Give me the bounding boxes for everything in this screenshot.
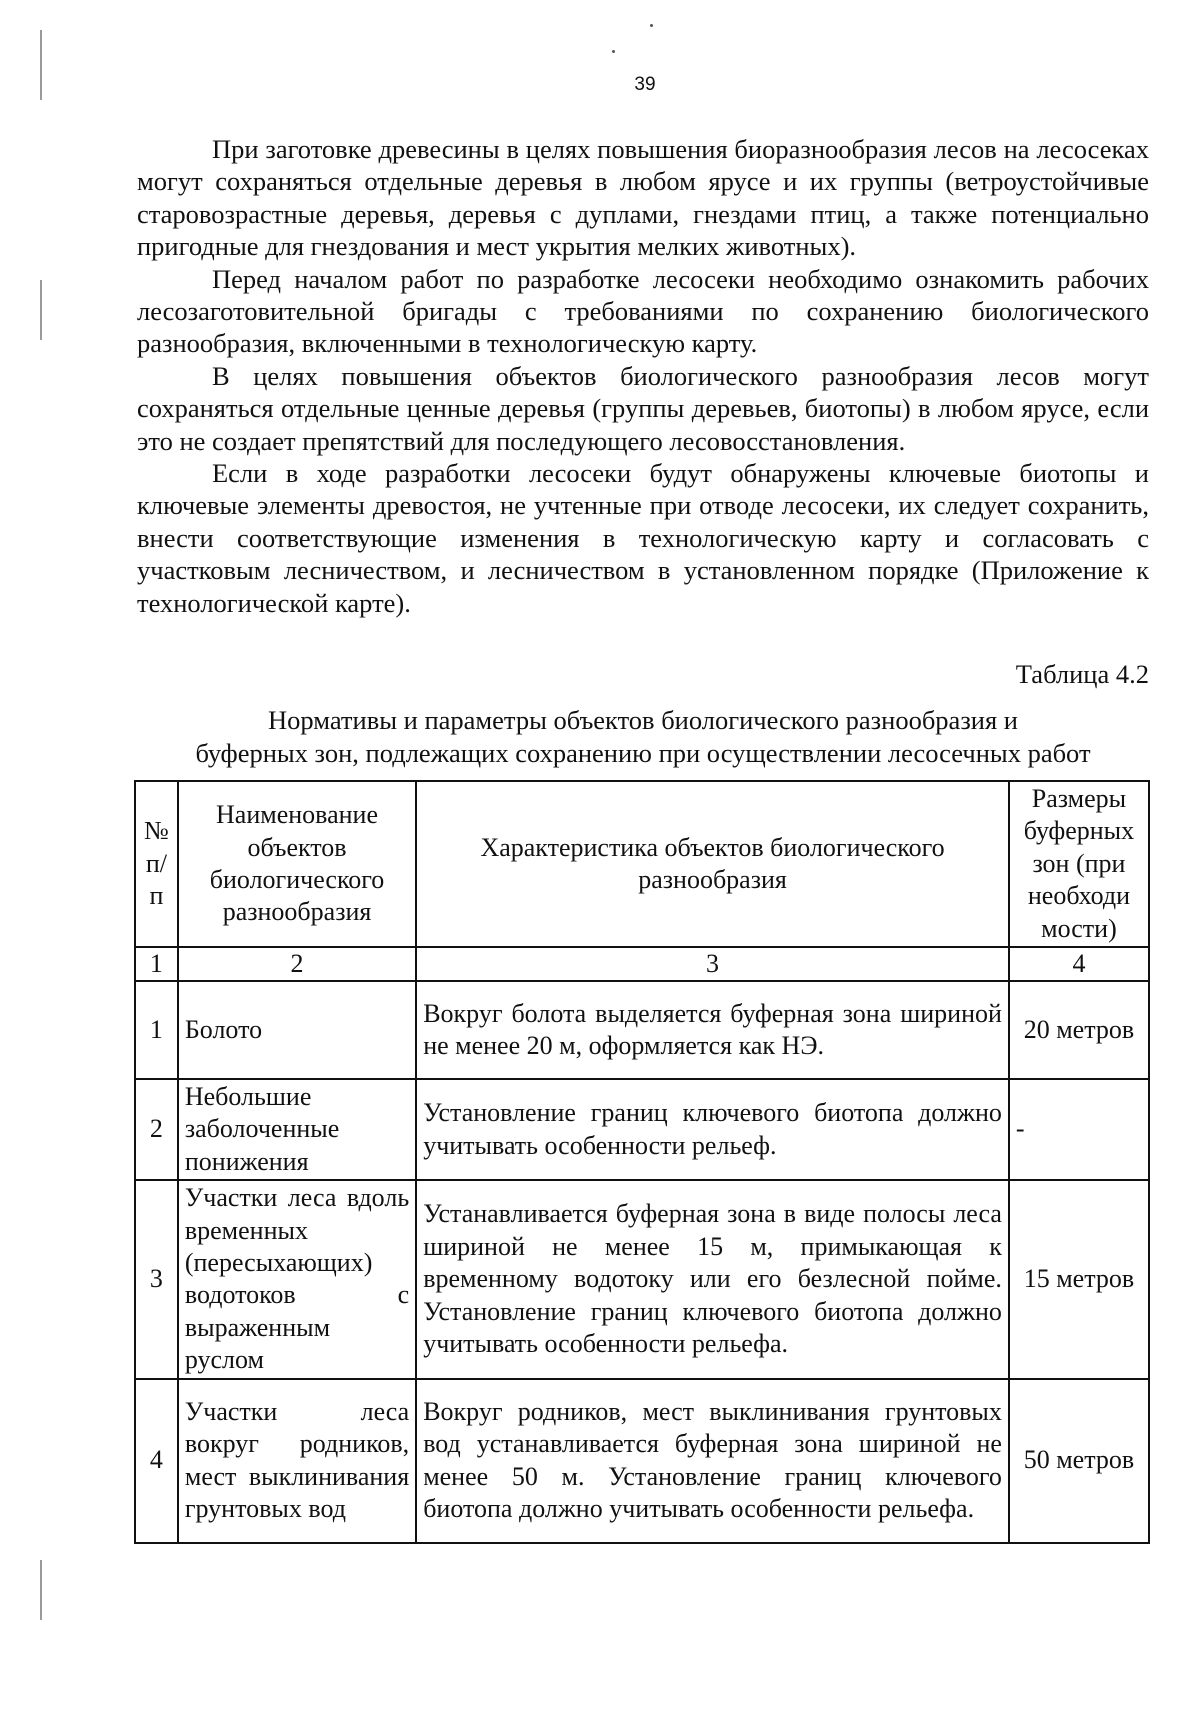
table-label: Таблица 4.2 — [1015, 659, 1149, 689]
scan-dot — [650, 24, 653, 27]
table-row — [135, 981, 1149, 1079]
row-number-cell: 4 — [135, 1379, 178, 1543]
table-title-line: Нормативы и параметры объектов биологического разнообразия и — [268, 705, 1018, 735]
scan-dot — [612, 50, 615, 53]
row-description-cell: Вокруг болота выделяется буферная зона шириной не менее 20 м, оформляется как НЭ. — [416, 981, 1009, 1079]
row-name-cell: Болото — [178, 981, 416, 1079]
row-name-cell: Участки леса вокруг родников, мест выклинивания грунтовых вод — [178, 1379, 416, 1543]
row-name-cell: Небольшие заболоченные понижения — [178, 1079, 416, 1180]
body-text — [137, 133, 1149, 619]
paragraph: Если в ходе разработки лесосеки будут обнаружены ключевые биотопы и ключевые элементы древостоя, не учтенные при отводе лесосеки, их следует сохранить, внести соответствующие изменения в технологическую карту и согласовать с участковым лесничеством, и лесничеством в установленном порядке (Приложение к технологической карте). — [137, 458, 1149, 618]
column-number-row — [135, 947, 1149, 981]
row-name-cell: Участки леса вдоль временных (пересыхающих) водотоков с выраженным руслом — [178, 1180, 416, 1378]
header-cell-buffer: Размеры буферных зон (при необходи мости) — [1009, 781, 1149, 947]
row-buffer-cell: 50 метров — [1009, 1379, 1149, 1543]
column-number-cell: 1 — [135, 947, 178, 981]
row-number-cell: 1 — [135, 981, 178, 1079]
table-row — [135, 1379, 1149, 1543]
header-cell-name: Наименование объектов биологического разнообразия — [178, 781, 416, 947]
table-title — [137, 704, 1149, 770]
row-number-cell: 3 — [135, 1180, 178, 1378]
table-title-line: буферных зон, подлежащих сохранению при осуществлении лесосечных работ — [195, 738, 1091, 768]
row-buffer-cell: - — [1009, 1079, 1149, 1180]
scan-margin-mark — [40, 280, 42, 340]
row-description-cell: Установление границ ключевого биотопа должно учитывать особенности рельеф. — [416, 1079, 1009, 1180]
header-cell-description: Характеристика объектов биологического разнообразия — [416, 781, 1009, 947]
norms-table — [134, 780, 1150, 1544]
header-cell-number: № п/п — [135, 781, 178, 947]
row-buffer-cell: 15 метров — [1009, 1180, 1149, 1378]
table-row — [135, 1180, 1149, 1378]
row-description-cell: Устанавливается буферная зона в виде полосы леса шириной не менее 15 м, примыкающая к временному водотоку или его безлесной пойме. Установление границ ключевого биотопа должно учитывать особенности рельефа. — [416, 1180, 1009, 1378]
table-header-row — [135, 781, 1149, 947]
row-buffer-cell: 20 метров — [1009, 981, 1149, 1079]
scan-margin-mark — [40, 1560, 42, 1620]
column-number-cell: 2 — [178, 947, 416, 981]
page-number: 39 — [634, 74, 656, 95]
paragraph: В целях повышения объектов биологического разнообразия лесов могут сохраняться отдельные ценные деревья (группы деревьев, биотопы) в любом ярусе, если это не создает препятствий для последующего лесовосстановления. — [137, 360, 1149, 456]
table-row — [135, 1079, 1149, 1180]
column-number-cell: 3 — [416, 947, 1009, 981]
column-number-cell: 4 — [1009, 947, 1149, 981]
row-description-cell: Вокруг родников, мест выклинивания грунтовых вод устанавливается буферная зона шириной не менее 50 м. Установление границ ключевого биотопа должно учитывать особенности рельефа. — [416, 1379, 1009, 1543]
paragraph: При заготовке древесины в целях повышения биоразнообразия лесов на лесосеках могут сохраняться отдельные деревья в любом ярусе и их группы (ветроустойчивые старовозрастные деревья, деревья с дуплами, гнездами птиц, а также потенциально пригодные для гнездования и мест укрытия мелких животных). — [137, 134, 1149, 262]
paragraph: Перед началом работ по разработке лесосеки необходимо ознакомить рабочих лесозаготовительной бригады с требованиями по сохранению биологического разнообразия, включенными в технологическую карту. — [137, 263, 1149, 359]
row-number-cell: 2 — [135, 1079, 178, 1180]
